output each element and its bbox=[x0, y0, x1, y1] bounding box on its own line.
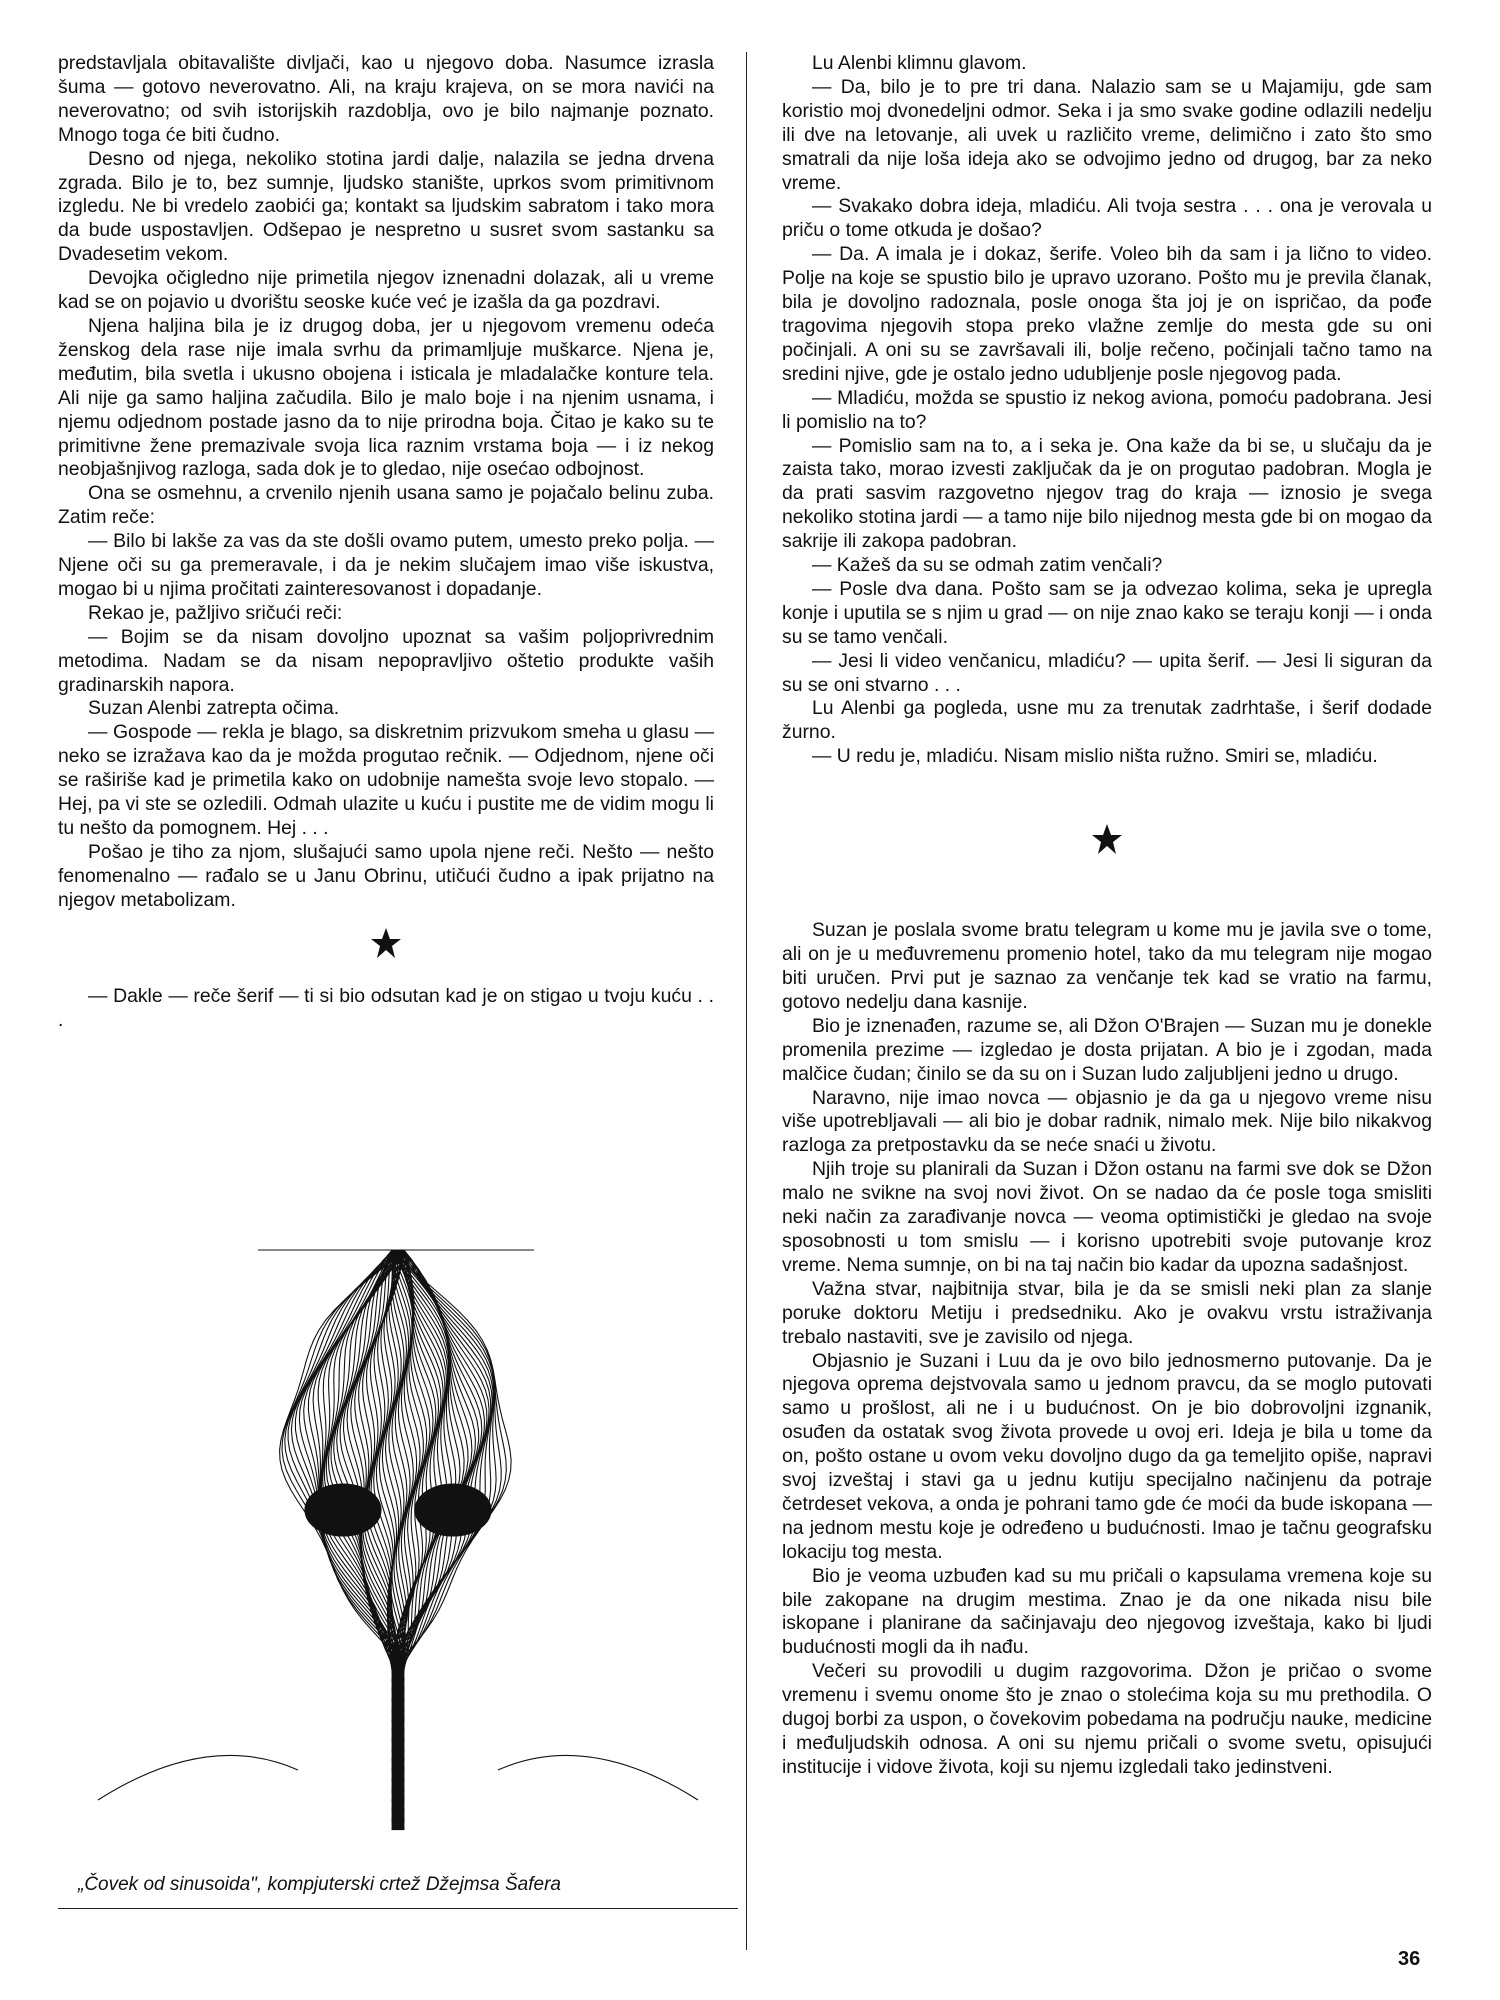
paragraph: — Svakako dobra ideja, mladiću. Ali tvoja sestra . . . ona je verovala u priču o tome otkuda je došao? bbox=[782, 195, 1432, 242]
column-divider bbox=[746, 52, 747, 1950]
paragraph: Pošao je tiho za njom, slušajući samo upola njene reči. Nešto — nešto fenomenalno — rađalo se u Janu Obrinu, utičući čudno a ipak prijatno na njegov metabolizam. bbox=[58, 840, 714, 911]
paragraph: Ona se osmehnu, a crvenilo njenih usana samo je pojačalo belinu zuba. Zatim reče: bbox=[58, 482, 714, 529]
paragraph: Lu Alenbi klimnu glavom. bbox=[812, 52, 1027, 74]
eye-right bbox=[415, 1484, 491, 1536]
left-column bbox=[58, 52, 714, 1032]
paragraph: — Pomislio sam na to, a i seka je. Ona kaže da bi se, u slučaju da je zaista tako, morao izvesti zaključak da je on progutao padobran. Mogla je da prati sasvim razgovetno njegov trag do kraja — iznosio je svega nekoliko stotina jardi — a tamo nije bilo nijednog mesta gde bi on mogao da sakrije ili zakopa padobran. bbox=[782, 434, 1432, 553]
paragraph: Večeri su provodili u dugim razgovorima. Džon je pričao o svome vremenu i svemu onome što je znao o stolećima koja su mu prethodila. O dugoj borbi za uspon, o čovekovim pobedama na području nauke, medicine i međuljudskih odnosa. A oni su njemu pričali o svome svetu, opisujući institucije i vidove života, koji su njemu izgledali tako jedinstveni. bbox=[782, 1660, 1432, 1778]
paragraph: Suzan je poslala svome bratu telegram u kome mu je javila sve o tome, ali on je u međuvremenu promenio hotel, tako da mu telegram nije mogao biti uručen. Prvi put je saznao za venčanje tek kad se vratio na farmu, gotovo nedelju dana kasnije. bbox=[782, 919, 1432, 1013]
paragraph: Desno od njega, nekoliko stotina jardi dalje, nalazila se jedna drvena zgrada. Bilo je to, bez sumnje, ljudsko stanište, uprkos svom primitivnom izgledu. Ne bi vredelo zaobići ga; kontakt sa ljudskim sabratom i tako mora da bude uspostavljen. Odšepao je nespretno u susret svom sastanku sa Dvadesetim vekom. bbox=[58, 147, 714, 266]
sinusoid-strokes bbox=[258, 1250, 534, 1830]
sinusoid-man-illustration bbox=[58, 1210, 738, 1870]
eye-left bbox=[305, 1484, 381, 1536]
paragraph: — U redu je, mladiću. Nisam mislio ništa ružno. Smiri se, mladiću. bbox=[812, 745, 1378, 768]
section-separator bbox=[58, 913, 714, 985]
paragraph: — Kažeš da su se odmah zatim venčali? bbox=[812, 554, 1163, 577]
section-separator bbox=[782, 769, 1432, 919]
paragraph: Devojka očigledno nije primetila njegov iznenadni dolazak, ali u vreme kad se on pojavio u dvorištu seoske kuće već je izašla da ga pozdravi. bbox=[58, 267, 714, 314]
caption-rule bbox=[58, 1908, 738, 1909]
paragraph: — Da. A imala je i dokaz, šerife. Voleo bih da sam i ja lično to video. Polje na koje se spustio bilo je upravo uzorano. Pošto mu je previla članak, bila je dovoljno radoznala, posle onoga šta joj je on ispričao, da pođe tragovima njegovih stopa preko vlažne zemlje do mesta gde su oni počinjali. A oni su se završavali ili, bolje rečeno, počinjali tačno tamo na sredini njive, gde je ostalo jedno udubljenje posle njegovog pada. bbox=[782, 243, 1432, 385]
right-text-block-b bbox=[782, 919, 1432, 1780]
paragraph: Njena haljina bila je iz drugog doba, jer u njegovom vremenu odeća ženskog dela rase nije imala svrhu da primamljuje muškarce. Njena je, međutim, bila svetla i ukusno obojena i isticala je mladalačke konture tela. Ali nije ga samo haljina začudila. Bilo je malo boje i na njenim usnama, i njemu odjednom postade jasno da to nije prirodna boja. Čitao je kako su te primitivne žene premazivale svoja lica raznim vrstama boja — i iz nekog neobjašnjivog razloga, sada dok je to gledao, nije osećao odbojnost. bbox=[58, 314, 714, 481]
paragraph: — Gospode — rekla je blago, sa diskretnim prizvukom smeha u glasu — neko se izražava kao da je možda progutao rečnik. — Odjednom, njene oči se raširiše kad je primetila kako on udobnije namešta svoje levo stopalo. — Hej, pa vi ste se ozledili. Odmah ulazite u kuću i pustite me de vidim mogu li tu nešto da pomognem. Hej . . . bbox=[58, 721, 714, 839]
paragraph: — Bilo bi lakše za vas da ste došli ovamo putem, umesto preko polja. — Njene oči su ga premeravale, i da je nekim slučajem imao više iskustva, mogao bi u njima pročitati zainteresovanost i dopadanje. bbox=[58, 530, 714, 600]
paragraph: Važna stvar, najbitnija stvar, bila je da se smisli neki plan za slanje poruke doktoru Metiju i predsedniku. Ako je ovakvu vrstu istraživanja trebalo nastaviti, sve je zavisilo od njega. bbox=[782, 1277, 1432, 1348]
paragraph: — Da, bilo je to pre tri dana. Nalazio sam se u Majamiju, gde sam koristio moj dvonedeljni odmor. Seka i ja smo svake godine odlazili nedelju ili dve na letovanje, ali uvek u različito vreme, delimično i zato što smo smatrali da nije loša ideja ako se odvojimo jedno od drugog, bar za neko vreme. bbox=[782, 75, 1432, 194]
paragraph: Njih troje su planirali da Suzan i Džon ostanu na farmi sve dok se Džon malo ne svikne na svoj novi život. On se nadao da će posle toga smisliti neki način za zarađivanje novca — veoma optimistički je gledao na svoje sposobnosti u tom smislu — i korisno upotrebiti svoje putovanje kroz vreme. Nema sumnje, on bi na taj način bio kadar da upozna sadašnjost. bbox=[782, 1158, 1432, 1276]
paragraph: Bio je veoma uzbuđen kad su mu pričali o kapsulama vremena koje su bile zakopane na drugim mestima. Znao je da one nikada nisu bile iskopane i planirane da sačinjavaju deo njegovog izveštaja, kako bi ljudi budućnosti mogli da ih nađu. bbox=[782, 1564, 1432, 1659]
star-icon bbox=[370, 927, 402, 959]
star-icon bbox=[1091, 823, 1123, 855]
paragraph: Suzan Alenbi zatrepta očima. bbox=[88, 697, 340, 720]
paragraph: — Posle dva dana. Pošto sam se ja odvezao kolima, seka je upregla konje i uputila se s njim u grad — on nije znao kako se teraju konji — i onda su se tamo venčali. bbox=[782, 577, 1432, 648]
paragraph: predstavljala obitavalište divljači, kao u njegovo doba. Nasumce izrasla šuma — gotovo neverovatno. Ali, na kraju krajeva, on se mora navići na neverovatno; od svih istorijskih razdoblja, ovo je bilo najmanje poznato. Mnogo toga će biti čudno. bbox=[58, 52, 714, 146]
paragraph: Naravno, nije imao novca — objasnio je da ga u njegovo vreme nisu više upotrebljavali — ali bio je dobar radnik, nimalo mek. Nije bilo nikakvog razloga za pretpostavku da se neće snaći u životu. bbox=[782, 1086, 1432, 1157]
page-number: 36 bbox=[1398, 1948, 1421, 1970]
paragraph: — Dakle — reče šerif — ti si bio odsutan kad je on stigao u tvoju kuću . . . bbox=[58, 984, 714, 1031]
right-text-block-a bbox=[782, 52, 1432, 769]
figure-caption: „Čovek od sinusoida", kompjuterski crtež Džejmsa Šafera bbox=[78, 1874, 561, 1895]
paragraph: Objasnio je Suzani i Luu da je ovo bilo jednosmerno putovanje. Da je njegova oprema dejstvovala samo u jednom pravcu, da se moglo putovati samo u prošlost, ali ne i u budućnost. On je bio dobrovoljni izgnanik, osuđen da ostatak svog života provede u ovoj eri. Ideja je bila u tome da on, pošto ostane u ovom veku dovoljno dugo da ga temeljito opiše, napravi svoj izveštaj i stavi ga u jednu kutiju specijalno načinjenu da potraje četrdeset vekova, a onda je pohrani tamo gde će moći da bude iskopana — na jednom mestu koje je određeno u budućnosti. Imao je tačnu geografsku lokaciju tog mesta. bbox=[782, 1349, 1432, 1563]
paragraph: Rekao je, pažljivo sričući reči: bbox=[88, 601, 343, 624]
left-text-block-b bbox=[58, 985, 714, 1033]
right-column bbox=[782, 52, 1432, 1780]
paragraph: Bio je iznenađen, razume se, ali Džon O'Brajen — Suzan mu je donekle promenila prezime — izgledao je dosta prijatan. A bio je i zgodan, mada malčice čudan; činilo se da su on i Suzan ludo zaljubljeni jedno u drugo. bbox=[782, 1014, 1432, 1085]
paragraph: — Jesi li video venčanicu, mladiću? — upita šerif. — Jesi li siguran da su se oni stvarno . . . bbox=[782, 649, 1432, 696]
paragraph: — Mladiću, možda se spustio iz nekog aviona, pomoću padobrana. Jesi li pomislio na to? bbox=[782, 386, 1432, 433]
paragraph: — Bojim se da nisam dovoljno upoznat sa vašim poljoprivrednim metodima. Nadam se da nisam nepopravljivo oštetio produkte vaših gradinarskih napora. bbox=[58, 625, 714, 696]
left-text-block-a bbox=[58, 52, 714, 913]
paragraph: Lu Alenbi ga pogleda, usne mu za trenutak zadrhtaše, i šerif dodade žurno. bbox=[782, 697, 1432, 744]
